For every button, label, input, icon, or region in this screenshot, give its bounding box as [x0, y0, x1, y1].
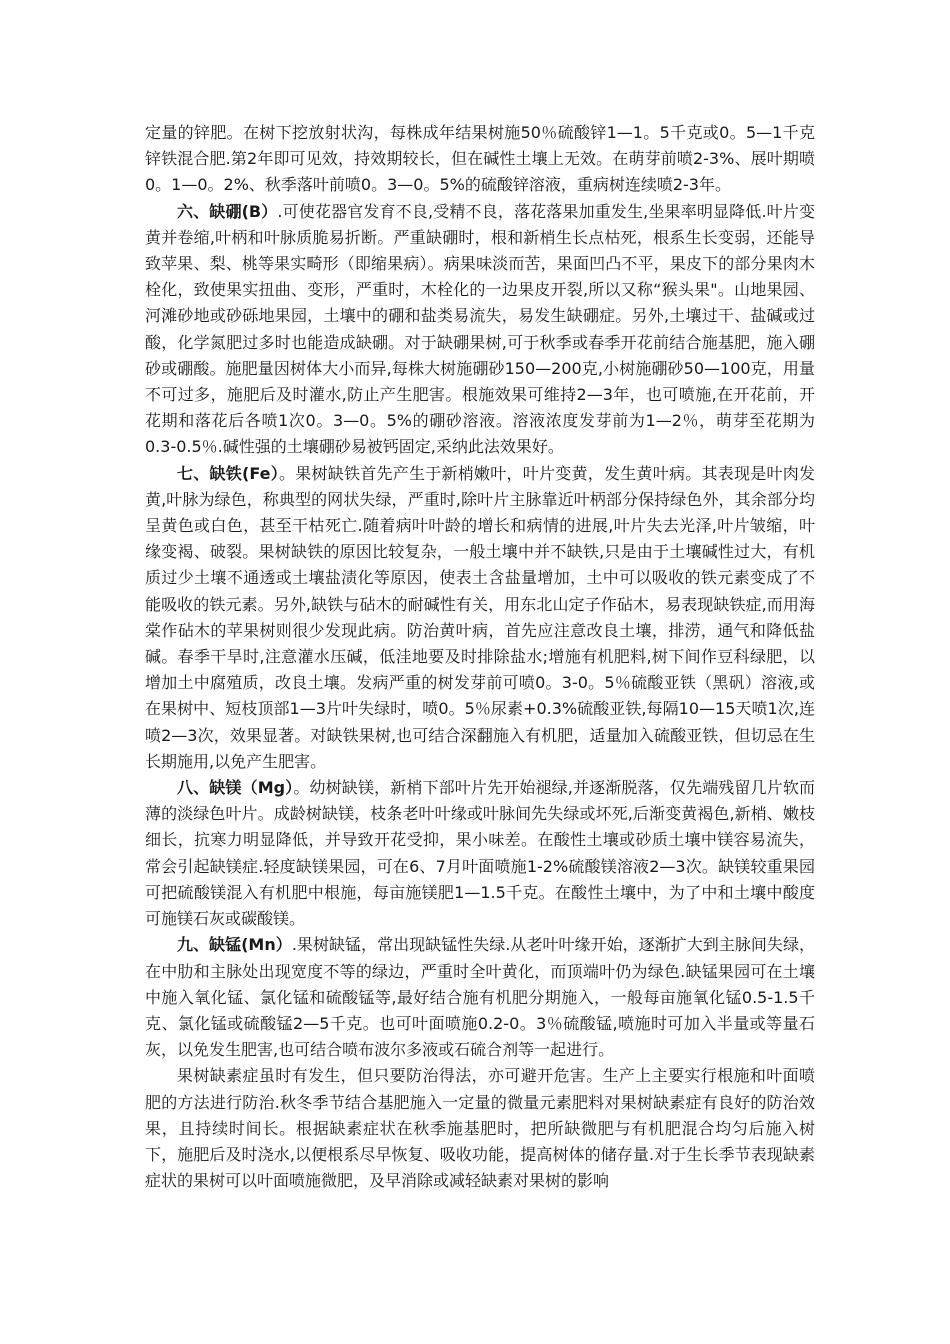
paragraph-summary — [145, 1063, 815, 1194]
paragraph-manganese — [145, 932, 815, 1063]
paragraph-zinc-continued — [145, 120, 815, 199]
paragraph-iron — [145, 461, 815, 775]
paragraph-text: .可使花器官发育不良,受精不良，落花落果加重发生,坐果率明显降低.叶片变黄并卷缩,叶柄和叶脉质脆易折断。严重缺硼时，根和新梢生长点枯死，根系生长变弱，还能导致苹果、梨、桃等果实畸形（即缩果病）。病果味淡而苦，果面凹凸不平，果皮下的部分果肉木栓化，致使果实扭曲、变形，严重时，木栓化的一边果皮开裂,所以又称“猴头果"。山地果园、河滩砂地或砂砾地果园，土壤中的硼和盐类易流失，易发生缺硼症。另外,土壤过干、盐碱或过酸，化学氮肥过多时也能造成缺硼。对于缺硼果树,可于秋季或春季开花前结合施基肥，施入硼砂或硼酸。施肥量因树体大小而异,每株大树施硼砂150—200克,小树施硼砂50—100克，用量不可过多，施肥后及时灌水,防止产生肥害。根施效果可维持2—3年，也可喷施,在开花前，开花期和落花后各喷1次0。3—0。5%的硼砂溶液。溶液浓度发芽前为1—2％，萌芽至花期为0.3-0.5％.碱性强的土壤硼砂易被钙固定,采纳此法效果好。 — [145, 201, 815, 457]
document-page — [145, 120, 815, 1194]
paragraph-magnesium — [145, 775, 815, 932]
paragraph-text: 。幼树缺镁，新梢下部叶片先开始褪绿,并逐渐脱落，仅先端残留几片软而薄的淡绿色叶片。成龄树缺镁，枝条老叶叶缘或叶脉间先失绿或坏死,后渐变黄褐色,新梢、嫩枝细长，抗寒力明显降低，并导致开花受抑，果小味差。在酸性土壤或砂质土壤中镁容易流失，常会引起缺镁症.轻度缺镁果园，可在6、7月叶面喷施1-2%硫酸镁溶液2—3次。缺镁较重果园可把硫酸镁混入有机肥中根施，每亩施镁肥1—1.5千克。在酸性土壤中，为了中和土壤中酸度可施镁石灰或碳酸镁。 — [145, 778, 815, 929]
paragraph-text: .果树缺锰，常出现缺锰性失绿.从老叶叶缘开始，逐渐扩大到主脉间失绿，在中肋和主脉处出现宽度不等的绿边，严重时全叶黄化，而顶端叶仍为绿色.缺锰果园可在土壤中施入氧化锰、氯化锰和硫酸锰等,最好结合施有机肥分期施入，一般每亩施氧化锰0.5-1.5千克、氯化锰或硫酸锰2—5千克。也可叶面喷施0.2-0。3％硫酸锰,喷施时可加入半量或等量石灰，以免发生肥害,也可结合喷布波尔多液或石硫合剂等一起进行。 — [145, 935, 815, 1060]
section-heading-manganese: 九、缺锰(Mn） — [177, 935, 292, 955]
paragraph-boron — [145, 199, 815, 461]
paragraph-text: 果树缺素症虽时有发生，但只要防治得法，亦可避开危害。生产上主要实行根施和叶面喷肥的方法进行防治.秋冬季节结合基肥施入一定量的微量元素肥料对果树缺素症有良好的防治效果，且持续时间长。根据缺素症状在秋季施基肥时，把所缺微肥与有机肥混合均匀后施入树下，施肥后及时浇水,以便根系尽早恢复、吸收功能，提高树体的储存量.对于生长季节表现缺素症状的果树可以叶面喷施微肥，及早消除或减轻缺素对果树的影响 — [145, 1066, 815, 1191]
section-heading-magnesium: 八、缺镁（Mg） — [177, 778, 294, 798]
section-heading-boron: 六、缺硼(B） — [177, 201, 278, 221]
paragraph-text: 定量的锌肥。在树下挖放射状沟，每株成年结果树施50％硫酸锌1—1。5千克或0。5—1千克锌铁混合肥.第2年即可见效，持效期较长，但在碱性土壤上无效。在萌芽前喷2-3%、展叶期喷0。1—0。2%、秋季落叶前喷0。3—0。5%的硫酸锌溶液，重病树连续喷2-3年。 — [145, 123, 815, 195]
section-heading-iron: 七、缺铁(Fe） — [177, 463, 279, 483]
paragraph-text: 。果树缺铁首先产生于新梢嫩叶，叶片变黄，发生黄叶病。其表现是叶肉发黄,叶脉为绿色，称典型的网状失绿，严重时,除叶片主脉靠近叶柄部分保持绿色外，其余部分均呈黄色或白色，甚至干枯死亡.随着病叶叶龄的增长和病情的进展,叶片失去光泽,叶片皱缩，叶缘变褐、破裂。果树缺铁的原因比较复杂，一般土壤中并不缺铁,只是由于土壤碱性过大，有机质过少土壤不通透或土壤盐渍化等原因，使表土含盐量增加，土中可以吸收的铁元素变成了不能吸收的铁元素。另外,缺铁与砧木的耐碱性有关，用东北山定子作砧木，易表现缺铁症,而用海棠作砧木的苹果树则很少发现此病。防治黄叶病，首先应注意改良土壤，排涝，通气和降低盐碱。春季干旱时,注意灌水压碱，低洼地要及时排除盐水;增施有机肥料,树下间作豆科绿肥，以增加土中腐殖质，改良土壤。发病严重的树发芽前可喷0。3-0。5％硫酸亚铁（黑矾）溶液,或在果树中、短枝顶部1—3片叶失绿时，喷0。5％尿素+0.3%硫酸亚铁,每隔10—15天喷1次,连喷2—3次，效果显著。对缺铁果树,也可结合深翻施入有机肥，适量加入硫酸亚铁，但切忌在生长期施用,以免产生肥害。 — [145, 463, 815, 771]
